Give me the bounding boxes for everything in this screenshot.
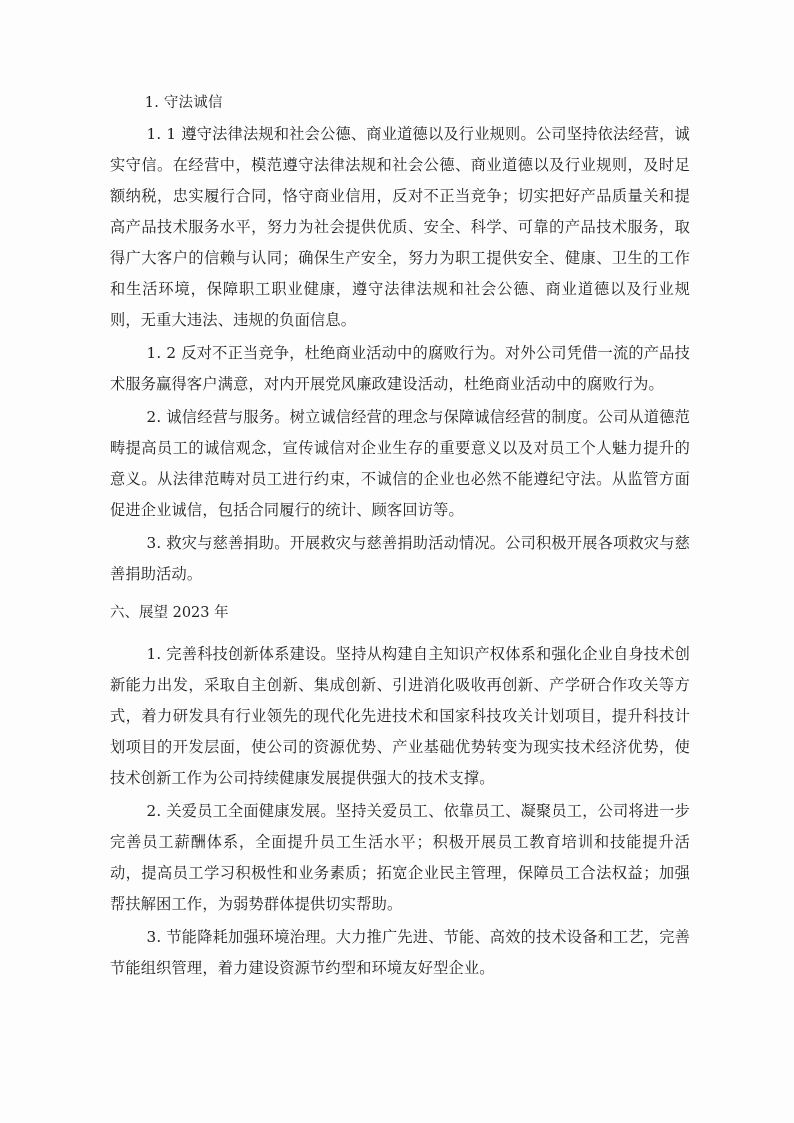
paragraph-1-1: 1. 1 遵守法律法规和社会公德、商业道德以及行业规则。公司坚持依法经营，诚实守信。在经营中，模范遵守法律法规和社会公德、商业道德以及行业规则，及时足额纳税，忠实履行合同，恪守商业信用，反对不正当竞争；切实把好产品质量关和提高产品技术服务水平，努力为社会提供优质、安全、科学、可靠的产品技术服务，取得广大客户的信赖与认同；确保生产安全，努力为职工提供安全、健康、卫生的工作和生活环境，保障职工职业健康，遵守法律法规和社会公德、商业道德以及行业规则，无重大违法、违规的负面信息。 [110,125,690,329]
paragraph-2: 2. 诚信经营与服务。树立诚信经营的理念与保障诚信经营的制度。公司从道德范畴提高员工的诚信观念，宣传诚信对企业生存的重要意义以及对员工个人魅力提升的意义。从法律范畴对员工进行约束，不诚信的企业也必然不能遵纪守法。从监管方面促进企业诚信，包括合同履行的统计、顾客回访等。 [110,408,690,519]
paragraph-3: 3. 救灾与慈善捐助。开展救灾与慈善捐助活动情况。公司积极开展各项救灾与慈善捐助活动。 [110,534,690,583]
paragraph-1-2: 1. 2 反对不正当竞争，杜绝商业活动中的腐败行为。对外公司凭借一流的产品技术服务赢得客户满意，对内开展党风廉政建设活动，杜绝商业活动中的腐败行为。 [110,344,690,393]
outlook-paragraph-1: 1. 完善科技创新体系建设。坚持从构建自主知识产权体系和强化企业自身技术创新能力出发，采取自主创新、集成创新、引进消化吸收再创新、产学研合作攻关等方式，着力研发具有行业领先的现代化先进技术和国家科技攻关计划项目，提升科技计划项目的开发层面，使公司的资源优势、产业基础优势转变为现实技术经济优势，使技术创新工作为公司持续健康发展提供强大的技术支撑。 [110,645,690,787]
document-body [110,88,690,984]
outlook-paragraph-3: 3. 节能降耗加强环境治理。大力推广先进、节能、高效的技术设备和工艺，完善节能组织管理，着力建设资源节约型和环境友好型企业。 [110,928,690,977]
section-heading-outlook: 六、展望 2023 年 [110,605,229,621]
outlook-paragraph-2: 2. 关爱员工全面健康发展。坚持关爱员工、依靠员工、凝聚员工，公司将进一步完善员工薪酬体系，全面提升员工生活水平；积极开展员工教育培训和技能提升活动，提高员工学习积极性和业务素质；拓宽企业民主管理，保障员工合法权益；加强帮扶解困工作，为弱势群体提供切实帮助。 [110,802,690,913]
section-heading-integrity: 1. 守法诚信 [144,95,223,111]
